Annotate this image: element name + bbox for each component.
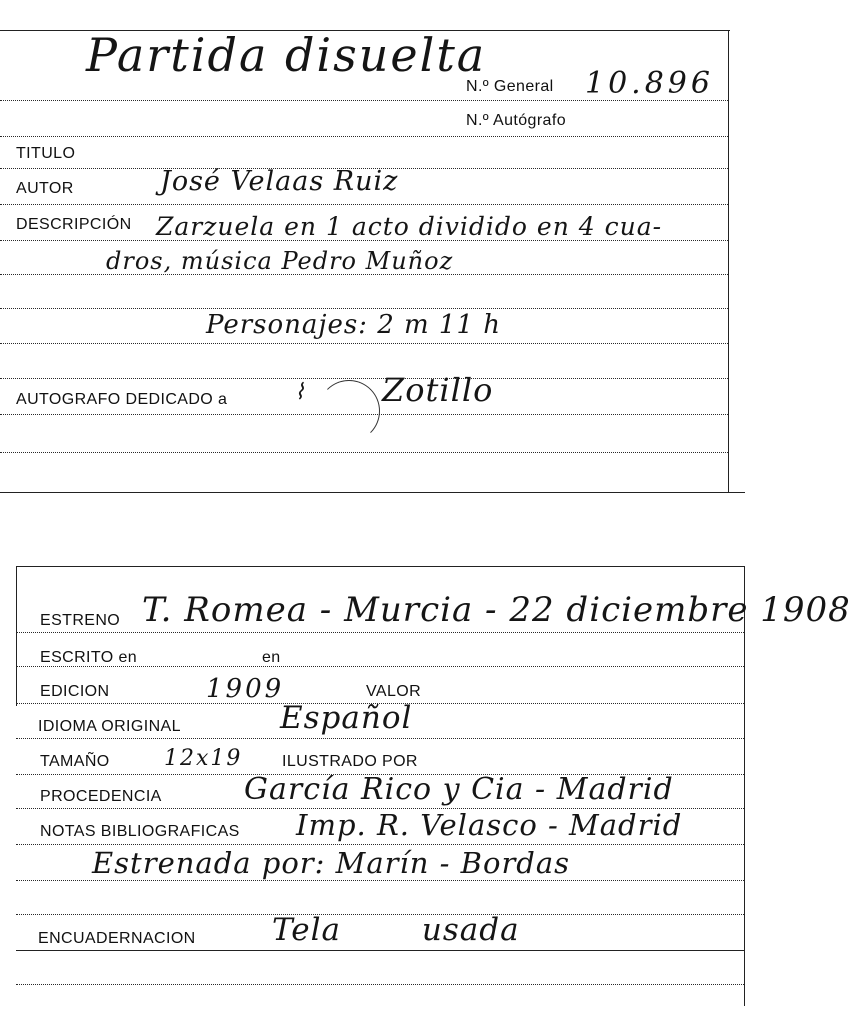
titulo-label: TITULO (16, 145, 76, 162)
general-label: N.º General (466, 78, 554, 95)
baseline-rule (16, 950, 745, 951)
dotted-line (0, 452, 728, 453)
valor-label: VALOR (366, 683, 422, 700)
estreno-value: T. Romea - Murcia - 22 diciembre 1908 (142, 590, 851, 630)
escrito-en-label: en (262, 649, 281, 666)
title-handwritten: Partida disuelta (86, 28, 487, 82)
procedencia-value: García Rico y Cia - Madrid (244, 772, 674, 807)
dotted-line (16, 666, 744, 667)
personajes-note: Personajes: 2 m 11 h (206, 310, 502, 340)
catalog-card-bottom (0, 560, 851, 1028)
descripcion-label: DESCRIPCIÓN (16, 216, 132, 233)
procedencia-label: PROCEDENCIA (40, 788, 162, 805)
right-border (728, 30, 729, 492)
notas-line2: Estrenada por: Marín - Bordas (92, 846, 571, 880)
dotted-line (0, 343, 728, 344)
dotted-line (0, 414, 728, 415)
dotted-line (16, 632, 744, 633)
dotted-line (0, 308, 728, 309)
left-border (16, 566, 17, 706)
ilustrado-label: ILUSTRADO POR (282, 753, 418, 770)
encuadernacion-label: ENCUADERNACION (38, 930, 196, 947)
top-border (16, 566, 745, 567)
autor-value: José Velaas Ruiz (160, 166, 399, 197)
tamano-label: TAMAÑO (40, 753, 110, 770)
idioma-label: IDIOMA ORIGINAL (38, 718, 181, 735)
tamano-value: 12x19 (164, 746, 243, 771)
descripcion-line1: Zarzuela en 1 acto dividido en 4 cua- (156, 212, 663, 241)
edicion-value: 1909 (206, 674, 285, 704)
dotted-line (0, 240, 728, 241)
dotted-line (0, 100, 728, 101)
right-border (744, 566, 745, 1006)
dedicado-initial-mark: ⌇ (294, 380, 306, 405)
bottom-border (0, 492, 745, 493)
dotted-line (0, 136, 728, 137)
dotted-line (16, 880, 744, 881)
dotted-line (16, 844, 744, 845)
edicion-label: EDICION (40, 683, 110, 700)
notas-label: NOTAS BIBLIOGRAFICAS (40, 823, 240, 840)
dotted-line (0, 204, 728, 205)
dedicado-label: AUTOGRAFO DEDICADO a (16, 391, 228, 408)
escrito-label: ESCRITO en (40, 649, 138, 666)
dotted-line (16, 738, 744, 739)
autor-label: AUTOR (16, 180, 74, 197)
dedicado-value: Zotillo (382, 371, 494, 409)
descripcion-line2: dros, música Pedro Muñoz (106, 247, 454, 275)
dotted-line (16, 984, 744, 985)
encuadernacion-value: Tela usada (272, 912, 520, 948)
autografo-label: N.º Autógrafo (466, 112, 566, 129)
dotted-line (0, 378, 728, 379)
idioma-value: Español (280, 700, 413, 736)
catalog-card-top (0, 0, 759, 500)
estreno-label: ESTRENO (40, 612, 121, 629)
dotted-line (0, 274, 728, 275)
general-number: 10.896 (585, 66, 714, 101)
notas-value: Imp. R. Velasco - Madrid (296, 808, 683, 842)
stamp-mark (318, 380, 380, 442)
